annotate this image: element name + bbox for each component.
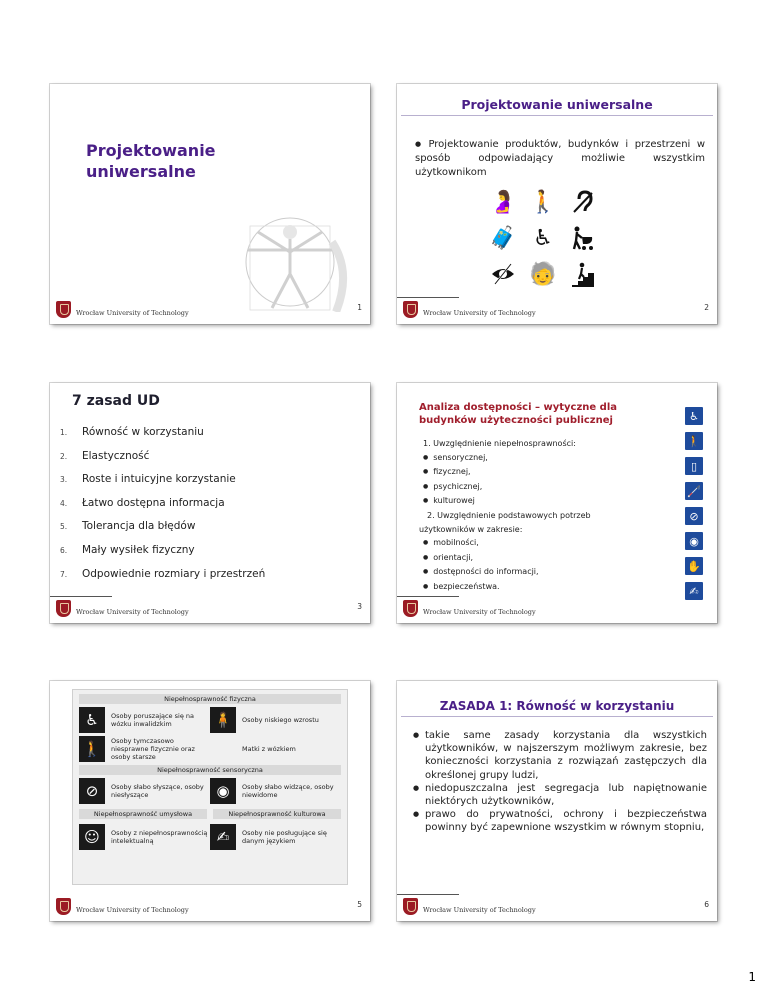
- walking-cane-person-icon: 🚶: [529, 189, 557, 215]
- list-item: ● takie same zasady korzystania dla wszystkich użytkowników, w najszerszym możliwym zakresie, bez konieczności korzystania z rozwiązań zastępczych dla określonej grupy ludzi,: [413, 729, 707, 782]
- category-header: Niepełnosprawność kulturowa: [213, 809, 341, 819]
- list-item: ● prawo do prywatności, ochrony i bezpieczeństwa powinny być zapewnione wszystkim w równym stopniu,: [413, 808, 707, 834]
- category-header: Niepełnosprawność sensoryczna: [79, 765, 341, 775]
- emergency-exit-icon: ▯: [685, 457, 703, 475]
- university-logo-icon: [403, 600, 418, 617]
- walking-cane-person-icon: 🚶: [685, 432, 703, 450]
- sign-language-icon: ✋: [685, 557, 703, 575]
- university-name: Wrocław University of Technology: [76, 906, 189, 914]
- university-name: Wrocław University of Technology: [423, 309, 536, 317]
- bullet-dot-icon: ●: [415, 140, 425, 148]
- disability-categories-panel: Niepełnosprawność fizyczna ♿ Osoby poruszające się na wózku inwalidzkim 🧍 Osoby niskiego wzrostu 🚶 Osoby tymczasowo niesprawne fizycznie oraz osoby starsze Matki z wózkiem Niepełnosprawność sensoryczna ⊘ Osoby słabo słyszące, osoby niesłyszące ◉ Osoby słabo widzące, osoby niewidome Niepełnosprawność umysłowa Niepełnosprawność kulturowa ☺ Osoby z niepełnosprawnością intelektualną ✍ Osoby nie posługujące się danym językiem: [72, 689, 348, 885]
- university-logo-icon: [403, 301, 418, 318]
- list-item: 1. Równość w korzystaniu: [60, 426, 204, 438]
- hearing-impaired-icon: ⊘: [685, 507, 703, 525]
- list-item: ● mobilności,: [423, 536, 591, 551]
- slide-4: [397, 383, 717, 623]
- blind-person-icon: 🦯: [685, 482, 703, 500]
- accessibility-icons-grid: [489, 188, 629, 296]
- page-number: 1: [748, 970, 756, 984]
- university-logo-icon: [403, 898, 418, 915]
- walking-cane-person-icon: 🚶: [79, 736, 105, 762]
- university-logo-icon: [56, 600, 71, 617]
- accessibility-symbols-sidebar: [685, 407, 703, 600]
- wheelchair-icon: ♿: [533, 225, 553, 251]
- slide-6: [397, 681, 717, 921]
- slide-5: [50, 681, 370, 921]
- university-name: Wrocław University of Technology: [423, 906, 536, 914]
- slide-footer: [50, 593, 370, 623]
- list-item: 7. Odpowiednie rozmiary i przestrzeń: [60, 567, 266, 580]
- person-with-luggage-icon: 🧳: [489, 225, 517, 251]
- person-with-stroller-icon: [210, 736, 236, 762]
- slide-2-bullet: ● Projektowanie produktów, budynków i przestrzeni w sposób odpowiadający możliwie wszystkim użytkownikom: [415, 139, 705, 178]
- university-name: Wrocław University of Technology: [423, 608, 536, 616]
- person-on-stairs-icon: [569, 260, 597, 288]
- slide-2: [397, 84, 717, 324]
- slide-3-title: 7 zasad UD: [72, 393, 160, 409]
- slide-footer: [50, 294, 370, 324]
- writing-hand-icon: ✍: [210, 824, 236, 850]
- slide-4-title: Analiza dostępności – wytyczne dla budynków użyteczności publicznej: [419, 402, 617, 426]
- list-item: 2. Elastyczność: [60, 449, 150, 462]
- slide-number: 1: [357, 303, 362, 312]
- vision-impaired-eye-icon: ◉: [210, 778, 236, 804]
- university-name: Wrocław University of Technology: [76, 309, 189, 317]
- slide-6-title: ZASADA 1: Równość w korzystaniu: [401, 695, 713, 717]
- list-item: ● psychicznej,: [423, 480, 591, 495]
- list-item: ● kulturowej: [423, 494, 591, 509]
- list-item: 6. Mały wysiłek fizyczny: [60, 543, 195, 556]
- hearing-impaired-icon: ⊘: [79, 778, 105, 804]
- slide-footer: [50, 891, 370, 921]
- university-logo-icon: [56, 301, 71, 318]
- list-item: ● dostępności do informacji,: [423, 565, 591, 580]
- list-item: ● sensorycznej,: [423, 451, 591, 466]
- writing-hand-icon: ✍: [685, 582, 703, 600]
- vision-impaired-eye-icon: ◉: [685, 532, 703, 550]
- slide-1-title: Projektowanie uniwersalne: [86, 141, 216, 181]
- slide-number: 2: [704, 303, 709, 312]
- slide-1: [50, 84, 370, 324]
- principle-1-bullets: [413, 729, 707, 835]
- slide-4-body: 1. Uwzględnienie niepełnosprawności: ● sensorycznej, ● fizycznej, ● psychicznej, ● kulturowej 2. Uwzględnienie podstawowych potrzeb użytkowników w zakresie: ● mobilności, ● orientacji, ● dostępności do informacji, ● bezpieczeństwa.: [419, 437, 591, 595]
- slide-footer: [397, 294, 717, 324]
- wheelchair-icon: ♿: [79, 707, 105, 733]
- list-item: 3. Roste i intuicyjne korzystanie: [60, 473, 236, 486]
- wheelchair-icon: ♿: [685, 407, 703, 425]
- university-logo-icon: [56, 898, 71, 915]
- slide-3: [50, 383, 370, 623]
- university-name: Wrocław University of Technology: [76, 608, 189, 616]
- short-person-icon: 🧍: [210, 707, 236, 733]
- elderly-person-icon: 🧓: [529, 261, 557, 287]
- hearing-impaired-icon: [569, 188, 597, 216]
- slide-number: 3: [357, 602, 362, 611]
- list-item: ● orientacji,: [423, 551, 591, 566]
- vision-impaired-eye-icon: [489, 260, 517, 288]
- slide-footer: [397, 891, 717, 921]
- person-with-stroller-icon: [569, 224, 597, 252]
- category-header: Niepełnosprawność umysłowa: [79, 809, 207, 819]
- slide-number: 5: [357, 900, 362, 909]
- slide-footer: [397, 593, 717, 623]
- list-item: ● bezpieczeństwa.: [423, 580, 591, 595]
- list-item: 4. Łatwo dostępna informacja: [60, 496, 225, 509]
- slide-2-title: Projektowanie uniwersalne: [401, 94, 713, 116]
- list-item: ● niedopuszczalna jest segregacja lub napiętnowanie niektórych użytkowników,: [413, 782, 707, 808]
- slide-number: 6: [704, 900, 709, 909]
- list-item: ● fizycznej,: [423, 465, 591, 480]
- category-header: Niepełnosprawność fizyczna: [79, 694, 341, 704]
- mask-face-icon: ☺: [79, 824, 105, 850]
- principles-list: [60, 421, 265, 586]
- list-item: 5. Tolerancja dla błędów: [60, 520, 196, 533]
- pregnant-person-icon: 🤰: [489, 189, 517, 215]
